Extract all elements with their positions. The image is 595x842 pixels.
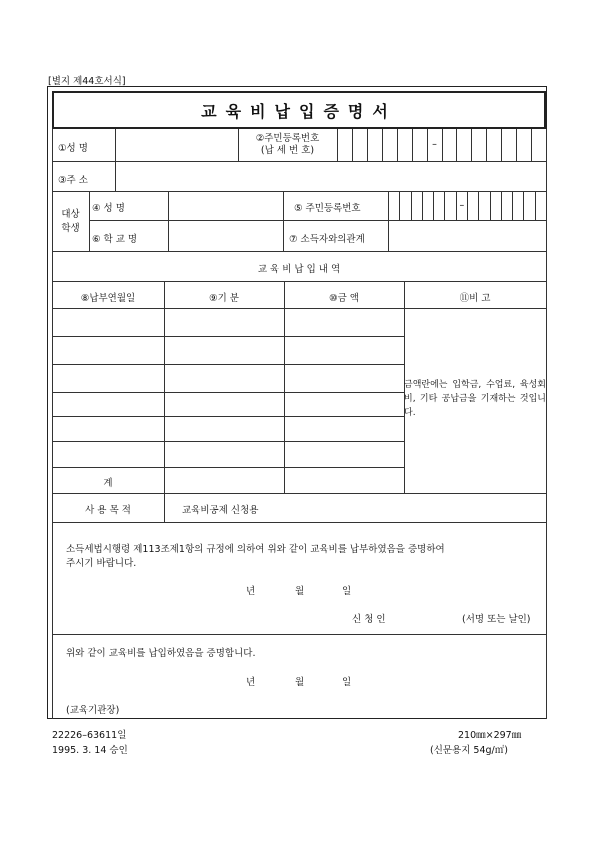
purpose-label: 사 용 목 적 [85, 505, 131, 516]
student-rrn-label: ⑤ 주민등록번호 [294, 203, 361, 214]
rrn-digit-box[interactable] [478, 191, 489, 220]
applicant-label: 신 청 인 [352, 614, 386, 625]
remarks-note: 금액란에는 입학금, 수업료, 육성회비, 기타 공납금을 기재하는 것입니다. [404, 380, 546, 418]
signature-note: (서명 또는 날인) [462, 614, 531, 625]
cert-day: 일 [342, 677, 352, 688]
rrn-digit-box[interactable] [444, 191, 455, 220]
request-year: 년 [246, 586, 256, 597]
institution-label: (교육기관장) [66, 705, 120, 716]
rrn-dash-cell: – [427, 129, 442, 161]
request-day: 일 [342, 586, 352, 597]
col-header-type: ⑨기 분 [209, 293, 239, 304]
col-header-remarks: ⑪비 고 [459, 293, 491, 304]
rrn-digit-box[interactable] [433, 191, 444, 220]
rrn-digit-box[interactable] [535, 191, 546, 220]
request-text-line1: 소득세법시행령 제113조제1항의 규정에 의하여 위와 같이 교육비를 납부하였음을 증명하여 [66, 544, 445, 555]
request-text-line2: 주시기 바랍니다. [66, 558, 137, 569]
rrn-digit-box[interactable] [412, 129, 427, 161]
rrn-digit-box[interactable] [523, 191, 534, 220]
rrn-digit-box[interactable] [501, 129, 516, 161]
rrn-digit-box[interactable] [501, 191, 512, 220]
rule-h [52, 364, 404, 365]
group-label-line1: 대상 [61, 209, 80, 220]
rule-h [89, 220, 546, 221]
taxpayer-rrn-label [238, 133, 337, 157]
student-school-label: ⑥ 학 교 명 [92, 234, 138, 245]
rrn-digit-box[interactable] [397, 129, 412, 161]
rule-v [546, 129, 547, 719]
request-month: 월 [295, 586, 305, 597]
col-header-amount: ⑩금 액 [329, 293, 359, 304]
rrn-digit-box[interactable] [367, 129, 382, 161]
rrn-digit-box[interactable] [467, 191, 478, 220]
rrn-label-line1: ②주민등록번호 [255, 133, 320, 144]
purpose-value: 교육비공제 신청용 [182, 505, 259, 516]
rule-h [52, 336, 404, 337]
rrn-dash-cell: – [456, 191, 467, 220]
cert-month: 월 [295, 677, 305, 688]
rrn-digit-box[interactable] [531, 129, 546, 161]
rrn-digit-box[interactable] [422, 191, 433, 220]
student-name-label: ④ 성 명 [92, 203, 125, 214]
rule-v [89, 191, 90, 251]
form-title: 교육비납입증명서 [201, 101, 397, 121]
rule-h [52, 493, 546, 494]
footer-size: 210㎜×297㎜ [458, 730, 522, 741]
rrn-digit-box[interactable] [411, 191, 422, 220]
title-box [52, 91, 546, 129]
rule-h [52, 441, 404, 442]
rrn-digit-box[interactable] [337, 129, 352, 161]
rrn-digit-box[interactable] [442, 129, 457, 161]
taxpayer-address-label: ③주 소 [58, 175, 88, 186]
rule-h [52, 251, 546, 252]
student-relation-label: ⑦ 소득자와의관계 [289, 234, 365, 245]
footer-paper: (신문용지 54g/㎡) [430, 745, 508, 756]
rule-v [164, 281, 165, 493]
taxpayer-name-label: ①성 명 [58, 143, 88, 154]
rule-v [284, 281, 285, 493]
group-label-line2: 학생 [61, 223, 80, 234]
rrn-digit-box[interactable] [388, 191, 399, 220]
rule-v [168, 191, 169, 251]
rrn-digit-box[interactable] [490, 191, 501, 220]
rrn-digit-box[interactable] [456, 129, 471, 161]
rule-h [52, 522, 546, 523]
rrn-digit-box[interactable] [399, 191, 410, 220]
footer-approval: 1995. 3. 14 승인 [52, 745, 128, 756]
payment-section-title: 교 육 비 납 입 내 역 [257, 264, 341, 275]
form-number: [별지 제44호서식] [48, 76, 126, 87]
rrn-digit-box[interactable] [486, 129, 501, 161]
certification-text: 위와 같이 교육비를 납입하였음을 증명합니다. [66, 648, 256, 659]
rrn-digit-box[interactable] [471, 129, 486, 161]
rule-h [52, 392, 404, 393]
rule-v [164, 493, 165, 522]
rrn-label-line2: (납 세 번 호) [260, 145, 315, 156]
rule-h [52, 281, 546, 282]
total-label: 계 [103, 478, 113, 489]
footer-code: 22226–63611일 [52, 730, 127, 741]
rule-h [52, 467, 404, 468]
rule-v [283, 191, 284, 251]
rrn-digit-box[interactable] [352, 129, 367, 161]
rule-h [52, 161, 546, 162]
student-group-label [52, 208, 89, 236]
rrn-digit-box[interactable] [382, 129, 397, 161]
rule-h [52, 634, 546, 635]
rrn-digit-box[interactable] [512, 191, 523, 220]
rule-h [52, 416, 404, 417]
cert-year: 년 [246, 677, 256, 688]
col-header-date: ⑧납부연월일 [80, 293, 136, 304]
rrn-digit-box[interactable] [516, 129, 531, 161]
rule-h [52, 308, 546, 309]
rule-v [115, 129, 116, 191]
